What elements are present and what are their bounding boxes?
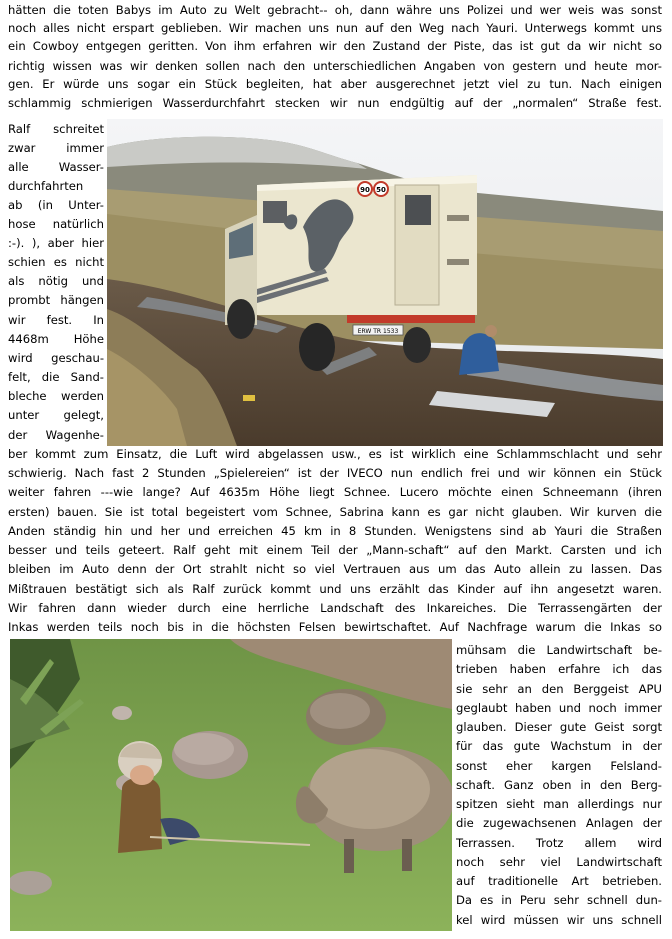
text-line: gen. Er würde uns sogar ein Stück begleiten, hat aber ausgerechnet jetzt viel zu tun. Nach einigen (8, 77, 662, 91)
text-line: ber kommt zum Einsatz, die Luft wird abgelassen usw., es ist wirklich eine Schlammschlacht und sehr (8, 447, 662, 461)
text-line: alle Wasser- (8, 160, 104, 174)
text-line: schaft. Ganz oben in den Berg- (456, 778, 662, 792)
text-line: mühsam die Landwirtschaft be- (456, 643, 662, 657)
text-line: ab (in Unter- (8, 198, 104, 212)
text-line: Terrassen. Trotz allem wird (456, 836, 662, 850)
text-line: sie sehr an den Berggeist APU (456, 682, 662, 696)
text-line: durchfahrten (8, 179, 84, 193)
text-line: ersten) bauen. Sie ist total begeistert vom Schnee, Sabrina kann es gar nicht glauben. Wir kurven die (8, 505, 662, 519)
license-plate-text: ERW TR 1533 (357, 328, 399, 335)
text-line: Ralf schreitet (8, 122, 104, 136)
text-line: trieben haben erfahre ich das (456, 662, 662, 676)
speed-badge-2-text: 50 (376, 186, 386, 194)
child-sheep-photo (10, 639, 452, 931)
text-line: richtig wissen was wir denken sollen nach den unterschiedlichen Angaben von gestern und heute mor- (8, 59, 662, 73)
text-line: kel wird müssen wir uns schnell (456, 913, 662, 927)
text-line: glauben. Dieser gute Geist sorgt (456, 720, 662, 734)
text-line: Inkas werden teils noch bis in die höchsten Felsen bewirtschaftet. Auf Nachfrage warum die Inkas so (8, 620, 662, 634)
text-line: ein Cowboy entgegen geritten. Von ihm erfahren wir den Zustand der Piste, das ist gut da wir nicht so (8, 39, 662, 53)
text-line: wir fest. In (8, 313, 104, 327)
text-line: unter gelegt, (8, 408, 104, 422)
text-line: zwar immer (8, 141, 104, 155)
text-line: bleche werden (8, 389, 104, 403)
text-line: wird geschau- (8, 351, 104, 365)
text-line: prombt hängen (8, 293, 104, 307)
text-line: auf traditionelle Art betrieben. (456, 874, 662, 888)
text-line: spitzen sieht man allerdings nur (456, 797, 662, 811)
text-line: Da es in Peru sehr schnell dun- (456, 893, 662, 907)
text-line: Mißtrauen bestätigt sich als Ralf zurück kommt und uns erzählt das Kinder auf ihn angesetzt waren. (8, 582, 662, 596)
text-line: schwierig. Nach fast 2 Stunden „Spielereien“ ist der IVECO nun endlich frei und wir können ein Stück (8, 466, 662, 480)
text-line: bleiben im Auto denn der Ort strahlt nicht so viel Vertrauen aus um das Auto allein zu lassen. Das (8, 562, 662, 576)
text-line: die zugewachsenen Anlagen der (456, 816, 662, 830)
text-line: der Wagenhe- (8, 428, 104, 442)
text-line: geglaubt haben und noch immer (456, 701, 662, 715)
text-line: 4468m Höhe (8, 332, 104, 346)
text-line: sonst eher kargen Felsland- (456, 759, 662, 773)
text-line: hätten die toten Babys im Auto zu Welt gebracht-- oh, dann währe uns Polizei und wer weis was sonst (8, 3, 662, 17)
text-line: schlammig schmierigen Wasserdurchfahrt stecken wir nun endgültig auf der „normalen“ Straße fest. (8, 96, 662, 110)
text-line: Wir fahren dann wieder durch eine herrliche Landschaft des Inkareiches. Die Terrassengärten der (8, 601, 662, 615)
text-line: Anden ständig hin und her und erreichen 45 km in 8 Stunden. Wenigstens sind ab Yauri die Straßen (8, 524, 662, 538)
text-line: noch alles nicht erspart geblieben. Wir machen uns nun auf den Weg nach Yauri. Unterwegs kommt uns (8, 21, 662, 35)
text-line: schien es nicht (8, 255, 104, 269)
text-line: besser und teils geteert. Ralf geht mit einem Teil der „Mann-schaft“ auf den Markt. Carsten und ich (8, 543, 662, 557)
text-line: hose natürlich (8, 217, 104, 231)
text-line: :-). ), aber hier (8, 236, 104, 250)
text-line: für das gute Wachstum in der (456, 739, 662, 753)
text-line: noch sehr viel Landwirtschaft (456, 855, 662, 869)
text-line: weiter fahren ---wie lange? Auf 4635m Höhe liegt Schnee. Lucero möchte einen Schneemann (ihren (8, 485, 662, 499)
text-line: felt, die Sand- (8, 370, 104, 384)
text-line: als nötig und (8, 274, 104, 288)
speed-badge-text: 90 (360, 186, 370, 194)
truck-stuck-photo (107, 119, 663, 446)
